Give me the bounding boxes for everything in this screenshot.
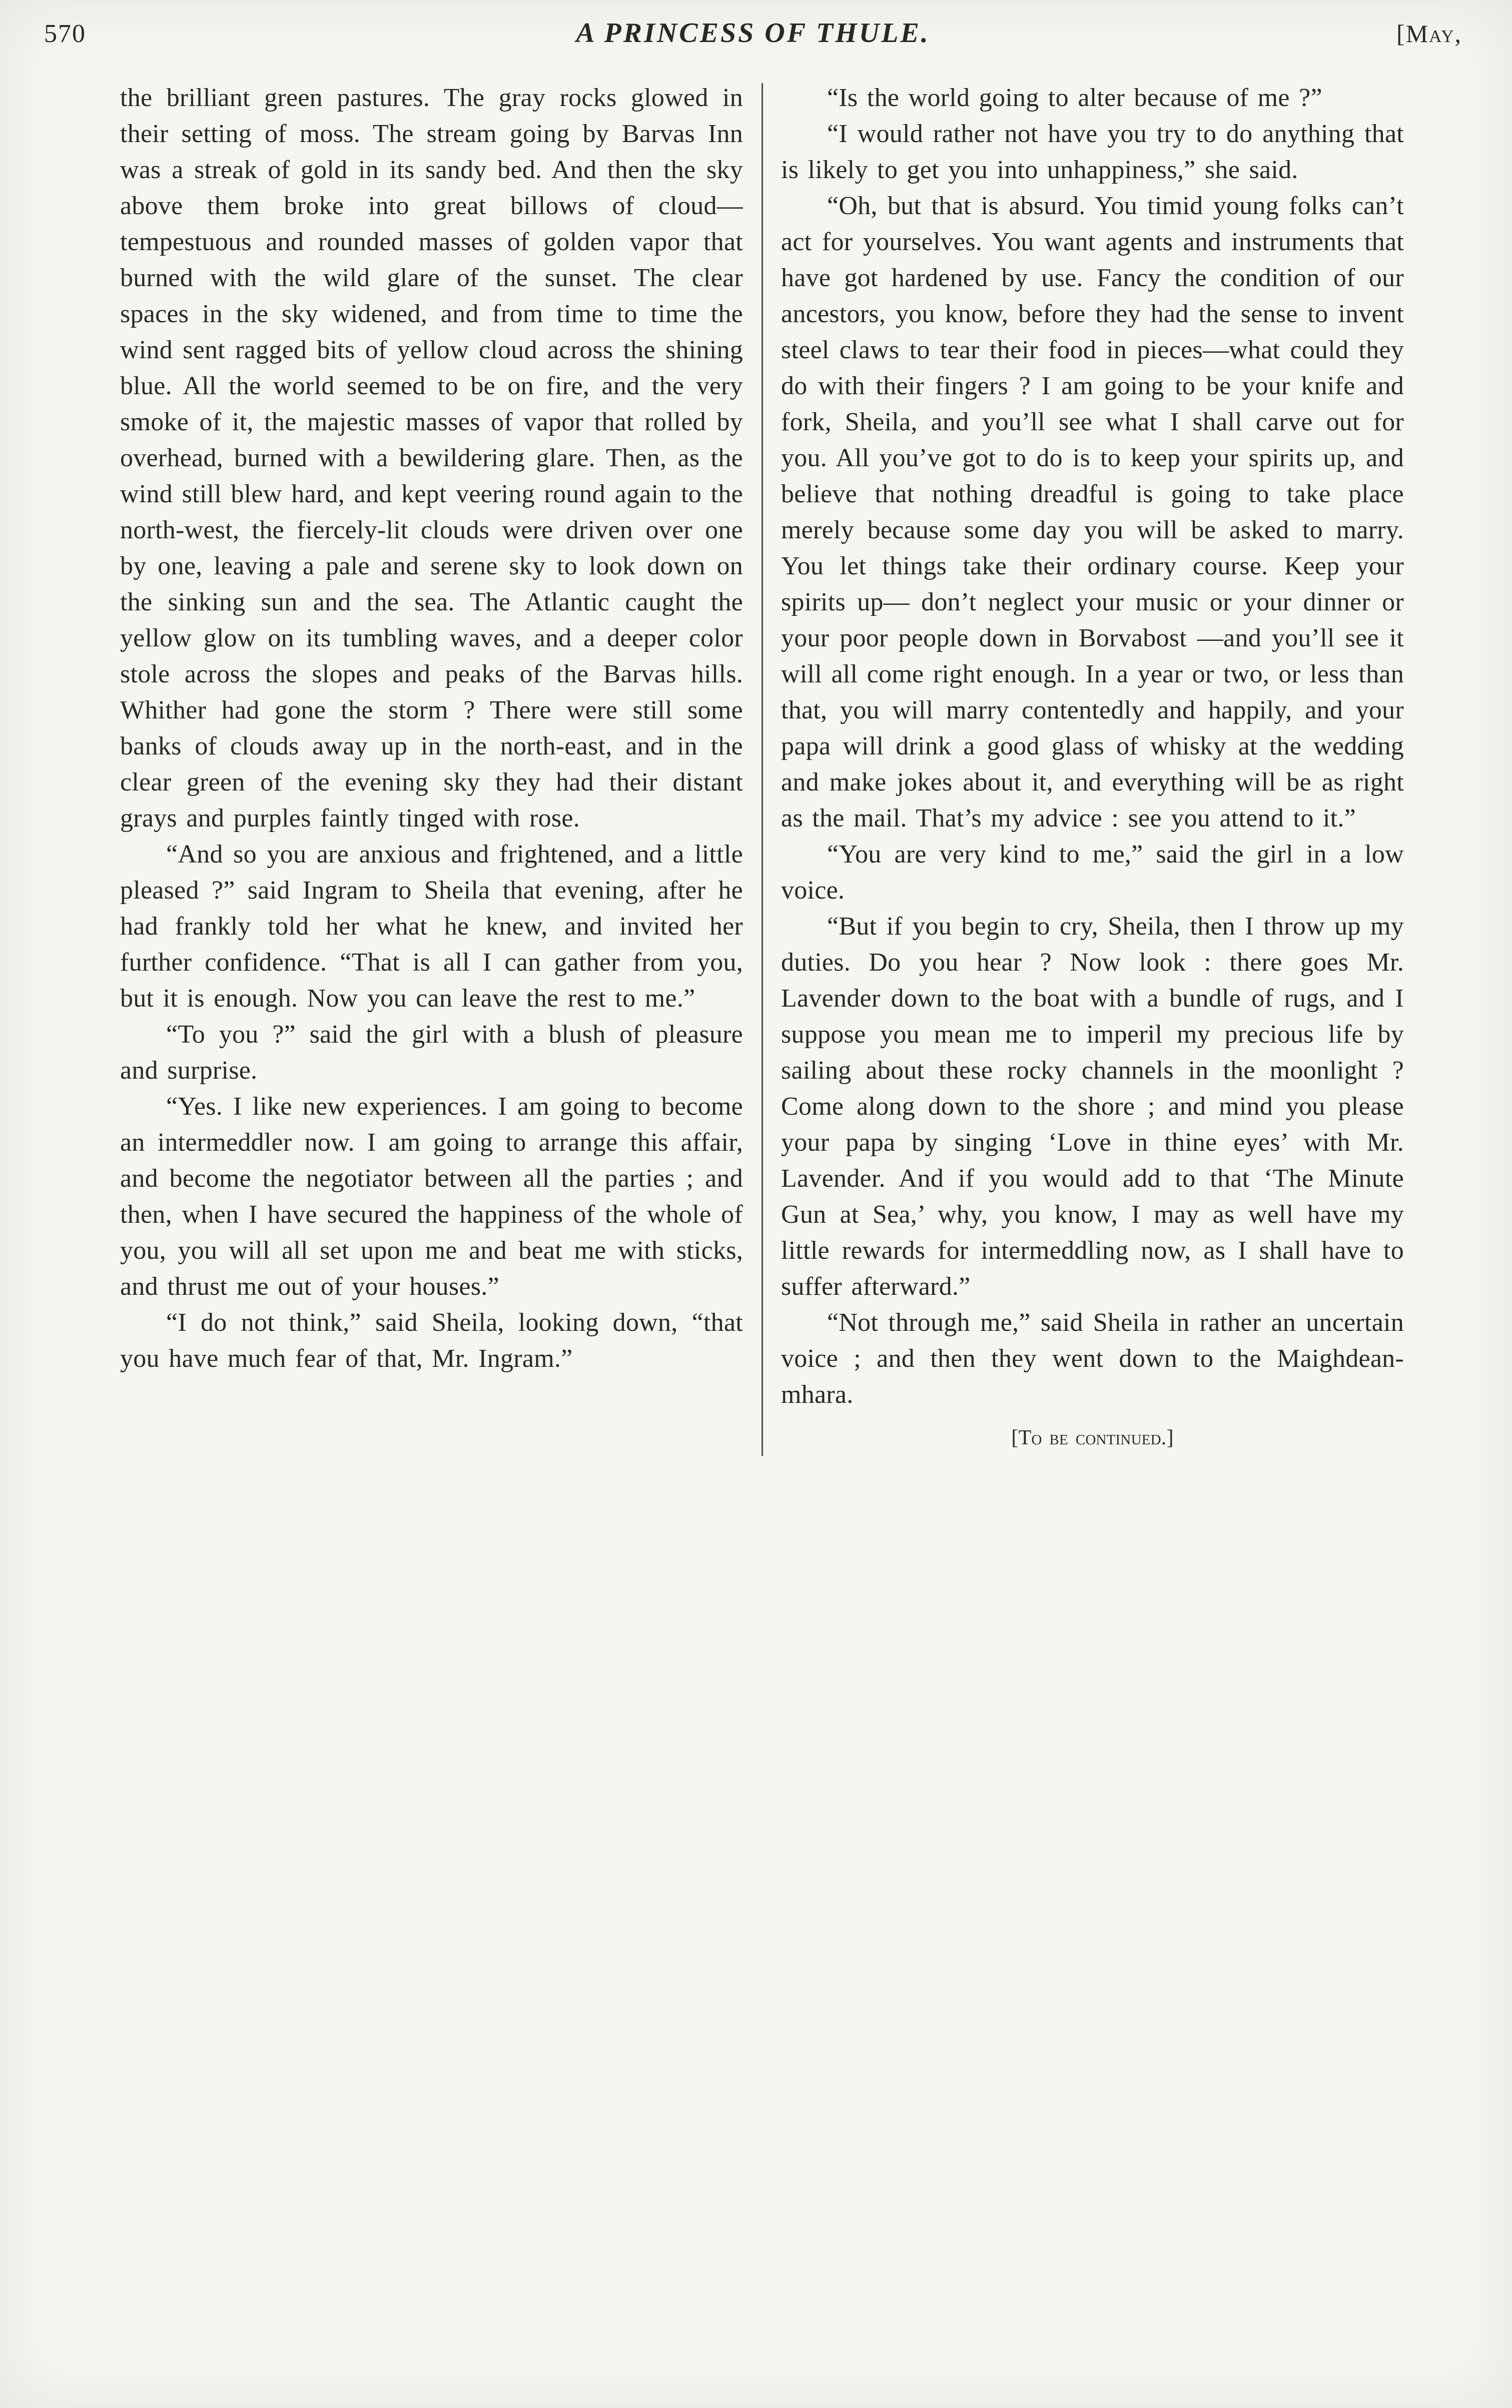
paragraph: “And so you are anxious and frightened, and a little pleased ?” said Ingram to Sheila that evening, after he had frankly told her what he knew, and invited her further confidence. “That is all I can gather from you, but it is enough. Now you can leave the rest to me.” — [120, 840, 743, 1013]
paragraph: “Oh, but that is absurd. You timid young folks can’t act for yourselves. You want agents and instruments that have got hardened by use. Fancy the condition of our ancestors, you know, before they had the sense to invent steel claws to tear their food in pieces—what could they do with their fingers ? I am going to be your knife and fork, Sheila, and you’ll see what I shall carve out for you. All you’ve got to do is to keep your spirits up, and believe that nothing dreadful is going to take place merely because some day you will be asked to marry. You let things take their ordinary course. Keep your spirits up— don’t neglect your music or your dinner or your poor people down in Borvabost —and you’ll see it will all come right enough. In a year or two, or less than that, you will marry contentedly and happily, and your papa will drink a good glass of whisky at the wedding and make jokes about it, and everything will be as right as the mail. That’s my advice : see you attend to it.” — [781, 192, 1404, 833]
right-column — [781, 80, 1404, 1456]
paragraph: “Is the world going to alter because of me ?” — [827, 84, 1322, 112]
left-column — [120, 80, 743, 1456]
paragraph: “Yes. I like new experiences. I am going to become an intermeddler now. I am going to arrange this affair, and become the negotiator between all the parties ; and then, when I have secured the happiness of the whole of you, you will all set upon me and beat me with sticks, and thrust me out of your houses.” — [120, 1092, 743, 1301]
running-title: A PRINCESS OF THULE. — [576, 18, 930, 49]
paragraph: “I would rather not have you try to do anything that is likely to get you into unhappiness,” she said. — [781, 120, 1404, 184]
paragraph: “To you ?” said the girl with a blush of pleasure and surprise. — [120, 1020, 743, 1085]
to-be-continued-notice: [To be continued.] — [1011, 1426, 1174, 1449]
column-divider-rule — [762, 83, 763, 1456]
paragraph: the brilliant green pastures. The gray rocks glowed in their setting of moss. The stream going by Barvas Inn was a streak of gold in its sandy bed. And then the sky above them broke into great billows of cloud—tempestuous and rounded masses of golden vapor that burned with the wild glare of the sunset. The clear spaces in the sky widened, and from time to time the wind sent ragged bits of yellow cloud across the shining blue. All the world seemed to be on fire, and the very smoke of it, the majestic masses of vapor that rolled by overhead, burned with a bewildering glare. Then, as the wind still blew hard, and kept veering round again to the north-west, the fiercely-lit clouds were driven over one by one, leaving a pale and serene sky to look down on the sinking sun and the sea. The Atlantic caught the yellow glow on its tumbling waves, and a deeper color stole across the slopes and peaks of the Barvas hills. Whither had gone the storm ? There were still some banks of clouds away up in the north-east, and in the clear green of the evening sky they had their distant grays and purples faintly tinged with rose. — [120, 84, 743, 833]
text-columns — [120, 80, 1404, 1456]
page-number: 570 — [44, 20, 86, 48]
paragraph: “I do not think,” said Sheila, looking down, “that you have much fear of that, Mr. Ingram.” — [120, 1308, 743, 1373]
issue-date: [May, — [1396, 20, 1462, 48]
paragraph: “You are very kind to me,” said the girl in a low voice. — [781, 840, 1404, 905]
page-header — [0, 0, 1512, 49]
paragraph: “Not through me,” said Sheila in rather an uncertain voice ; and then they went down to the Maighdean-mhara. — [781, 1308, 1404, 1409]
paragraph: “But if you begin to cry, Sheila, then I throw up my duties. Do you hear ? Now look : there goes Mr. Lavender down to the boat with a bundle of rugs, and I suppose you mean me to imperil my precious life by sailing about these rocky channels in the moonlight ? Come along down to the shore ; and mind you please your papa by singing ‘Love in thine eyes’ with Mr. Lavender. And if you would add to that ‘The Minute Gun at Sea,’ why, you know, I may as well have my little rewards for intermeddling now, as I shall have to suffer afterward.” — [781, 912, 1404, 1301]
